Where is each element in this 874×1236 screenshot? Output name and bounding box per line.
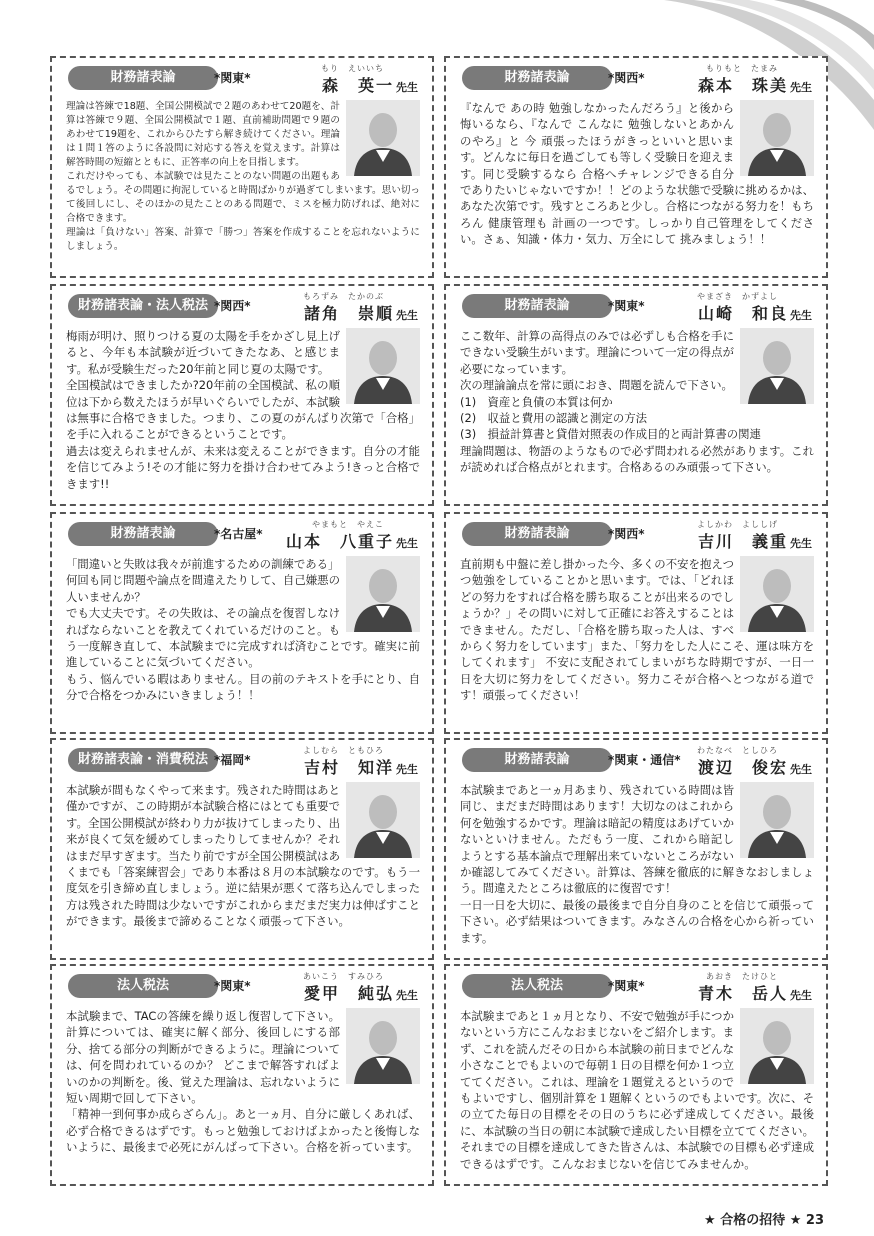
teacher-photo [346,1008,420,1084]
message-body [66,1008,420,1156]
teacher-photo [740,782,814,858]
region-label: *関西* [608,71,645,85]
message-paragraph: (2) 収益と費用の認識と測定の方法 [460,411,647,426]
portrait-icon [740,1008,814,1084]
message-card [444,56,828,278]
subject-label: 財務諸表論 [68,522,218,546]
honorific: 先生 [396,989,418,1002]
message-paragraph: 全国模試はできましたか?20年前の全国模試、私の順位は下から数えたほうが早いぐらいでしたが、本試験は無事に合格できました。つまり、この夏のがんばり次第で「合格」を手に入れることができるということです。 [66,378,420,442]
teacher-photo [740,100,814,176]
message-paragraph: これだけやっても、本試験では見たことのない問題の出題もあるでしょう。その問題に拘泥していると時間ばかりが過ぎてしまいます。思い切って後回しにし、そのほかの見たことのある問題で、ミスを極力防げれば、絶対に合格できます。 [66,171,420,224]
portrait-icon [346,556,420,632]
subject-label: 法人税法 [68,974,218,998]
message-paragraph: 『なんで あの時 勉強しなかったんだろう』と後から悔いるなら、『なんで こんなに 勉強しないとあかんのやろ』と 今 頑張ったほうがきっといいと思います。どんなに毎日を過ごしても等しく受験日を迎えます。同じ受験するなら 合格へチャレンジできる自分でありたいじゃないですか！！どのような状態で受験に挑めるかは、あなた次第です。残すところあと少し。合格につながる努力を！もちろん 健康管理も 計画の一つです。しっかり自己管理をしてください。さぁ、知識・体力・気力、万全にして 挑みましょう！！ [460,101,814,247]
region-label: *関東* [214,979,251,993]
teacher-name-block [698,64,812,96]
teacher-photo [740,328,814,404]
message-paragraph: (3) 損益計算書と貸借対照表の作成目的と両計算書の関連 [460,427,761,442]
message-body [460,782,814,946]
message-body [460,100,814,248]
message-paragraph: 「間違いと失敗は我々が前進するための訓練である」 [66,557,340,571]
message-body [66,556,420,704]
teacher-name: 愛甲 純弘 [303,984,394,1003]
region-label: *関東* [608,299,645,313]
subject-label: 財務諸表論・消費税法 [68,748,218,772]
teacher-name-block [303,972,418,1004]
name-furigana: もりもと たまみ [706,64,778,73]
message-paragraph: (1) 資産と負債の本質は何か [460,394,613,409]
message-paragraph: でも大丈夫です。その失敗は、その論点を復習しなければならないことを教えてくれているだけのこと。もう一度解き直して、本試験までに完成すれば済むことです。確実に前進していることに気づいてください。 [66,606,420,670]
subject-label: 財務諸表論 [68,66,218,90]
message-paragraph: 次の理論論点を常に頭におき、問題を読んで下さい。 [460,378,733,393]
honorific: 先生 [790,81,812,94]
teacher-photo [740,1008,814,1084]
honorific: 先生 [396,81,418,94]
teacher-name: 吉川 義重 [697,532,788,551]
subject-label: 財務諸表論 [462,748,612,772]
subject-label: 財務諸表論 [462,294,612,318]
portrait-icon [346,782,420,858]
teacher-photo [740,556,814,632]
message-paragraph: 梅雨が明け、照りつける夏の太陽を手をかざし見上げると、今年も本試験が近づいてきたなあ、と感じます。私が受験生だった20年前と同じ夏の太陽です。 [66,329,340,376]
portrait-icon [740,100,814,176]
message-body [460,328,814,476]
message-body [66,328,420,492]
message-paragraph: ここ数年、計算の高得点のみでは必ずしも合格を手にできない受験生がいます。理論について一定の得点が必要になっています。 [460,329,734,376]
message-paragraph: 過去は変えられませんが、未来は変えることができます。自分の才能を信じてみよう!その才能に努力を掛け合わせてみよう!きっと合格できます!! [66,443,420,491]
region-label: *福岡* [214,753,251,767]
subject-label: 財務諸表論・法人税法 [68,294,218,318]
teacher-name: 森本 珠美 [697,76,788,95]
region-label: *関東・通信* [608,753,681,767]
honorific: 先生 [790,537,812,550]
teacher-name: 吉村 知洋 [303,758,394,777]
message-card [50,738,434,960]
message-paragraph: 本試験まであと１ヵ月となり、不安で勉強が手につかないという方にこんなおまじないをご紹介します。まず、これを読んだその日から本試験の前日までどんな小さなことでもよいので毎朝１日の目標を何か１つ立ててください。これは、理論を１題覚えるというのでもよいですし、個別計算を１題解くというのでもよいです。次に、その立てた毎日の目標をその日のうちに必ず達成してください。最後に、本試験の当日の朝に本試験で達成したい目標を立ててください。それまでの目標を達成してきた皆さんは、本試験での目標も必ず達成できるはずです。こんなおまじないを信じてみませんか。 [460,1009,814,1171]
teacher-name-block [321,64,418,96]
region-label: *関西* [214,299,251,313]
name-furigana: もり えいいち [321,64,384,73]
honorific: 先生 [790,309,812,322]
honorific: 先生 [396,309,418,322]
message-paragraph: 一日一日を大切に、最後の最後まで自分自身のことを信じて頑張って下さい。必ず結果はついてきます。みなさんの合格を心から祈っています。 [460,897,814,945]
subject-label: 法人税法 [462,974,612,998]
teacher-name-block [697,292,812,324]
message-card [444,284,828,506]
message-card [50,56,434,278]
message-body [460,556,814,704]
region-label: *関東* [608,979,645,993]
teacher-name: 森 英一 [321,76,394,95]
message-paragraph: もう、悩んでいる暇はありません。目の前のテキストを手にとり、自分で合格をつかみにいきましょう！！ [66,671,420,703]
teacher-photo [346,782,420,858]
honorific: 先生 [790,989,812,1002]
honorific: 先生 [396,537,418,550]
message-body [66,782,420,930]
name-furigana: よしむら ともひろ [303,746,384,755]
portrait-icon [740,556,814,632]
honorific: 先生 [396,763,418,776]
name-furigana: やまざき かずよし [697,292,778,301]
page-footer: ★ 合格の招待 ★ 23 [704,1213,824,1228]
message-card [50,964,434,1186]
teacher-name-block [303,746,418,778]
teacher-photo [346,556,420,632]
message-card [50,512,434,734]
teacher-name-block [698,972,812,1004]
teacher-name: 山本 八重子 [285,532,394,551]
message-paragraph: 何回も同じ問題や論点を間違えたりして、自己嫌悪の人いませんか？ [66,573,340,604]
teacher-name-block [697,520,812,552]
teacher-photo [346,100,420,176]
message-paragraph: 直前期も中盤に差し掛かった今、多くの不安を抱えつつ勉強をしていることかと思います。では、「どれほどの努力をすれば合格を勝ち取ることが出来るのでしょうか？」その問いに対して正確にお答えすることはできません。ただし、「合格を勝ち取った人は、すべからく努力をしています」また、「努力をした人にこそ、運は味方をしてくれます」 不安に支配されてしまいがちな時期ですが、一日一日を大切に努力をしてください。努力こそが合格へとつながる道です！頑張ってください！ [460,557,814,703]
message-paragraph: 理論は答練で18題、全国公開模試で２題のあわせて20題を、計算は答練で９題、全国公開模試で１題、直前補助問題で９題のあわせて19題を、これからひたすら解き続けてください。理論は１問１答のように各設問に対応する答えを覚えます。計算は解答時間の短縮とともに、正答率の向上を目指します。 [66,101,340,168]
portrait-icon [346,1008,420,1084]
message-body [66,100,420,254]
teacher-name-block [697,746,812,778]
message-paragraph: 本試験まであと一ヵ月あまり、残されている時間は皆同じ、まだまだ時間はあります！大切なのはこれから何を勉強するかです。理論は暗記の精度はあげていかないといけません。ただもう一度、これから暗記しようとする基本論点で理解出来ていないところがないか確認してみてください。計算は、答練を徹底的に解きなおしましょう。間違えたところは徹底的に復習です！ [460,783,814,896]
name-furigana: やまもと やえこ [312,520,384,529]
region-label: *関東* [214,71,251,85]
teacher-photo [346,328,420,404]
message-paragraph: 「精神一到何事か成らざらん」。あと一ヵ月、自分に厳しくあれば、必ず合格できるはずです。もっと勉強しておけばよかったと後悔しないように、最後まで必死にがんばって下さい。合格を祈っています。 [66,1107,420,1155]
teacher-name: 諸角 崇順 [303,304,394,323]
subject-label: 財務諸表論 [462,66,612,90]
portrait-icon [740,328,814,404]
honorific: 先生 [790,763,812,776]
portrait-icon [740,782,814,858]
message-card [444,512,828,734]
message-card [50,284,434,506]
message-card [444,738,828,960]
message-paragraph: 本試験が間もなくやって来ます。残された時間はあと僅かですが、この時期が本試験合格にはとても重要です。全国公開模試が終わり力が抜けてしまったり、出来が良くて気を緩めてしまったりしてませんか？それはまだ早すぎます。当たり前ですが全国公開模試はあくまでも「答案練習会」であり本番は８月の本試験なのです。もう一度気を引き締め直しましょう。逆に結果が悪くて落ち込んでしまった方は残された時間は少ないですがこれからまだまだ実力は伸ばすことができます。最後まで諦めることなく頑張って下さい。 [66,783,420,929]
teacher-name: 山崎 和良 [697,304,788,323]
name-furigana: よしかわ よししげ [697,520,778,529]
name-furigana: あいこう すみひろ [303,972,384,981]
message-body [460,1008,814,1172]
teacher-name-block [303,292,418,324]
subject-label: 財務諸表論 [462,522,612,546]
name-furigana: もろずみ たかのぶ [303,292,384,301]
portrait-icon [346,328,420,404]
name-furigana: あおき たけひと [706,972,778,981]
teacher-name: 青木 岳人 [697,984,788,1003]
region-label: *関西* [608,527,645,541]
teacher-name: 渡辺 俊宏 [697,758,788,777]
message-card [444,964,828,1186]
message-paragraph: 理論は「負けない」答案、計算で「勝つ」答案を作成することを忘れないようにしましょう。 [66,227,420,252]
teacher-name-block [286,520,418,552]
message-paragraph: 本試験まで、TACの答練を繰り返し復習して下さい。計算については、確実に解く部分、後回しにする部分、捨てる部分の判断ができるように。理論については、何を問われているのか？ どこまで解答すればよいのかの判断を。後、覚えた理論は、忘れないように短い周期で回して下さい。 [66,1009,340,1106]
portrait-icon [346,100,420,176]
region-label: *名古屋* [214,527,263,541]
name-furigana: わたなべ としひろ [697,746,778,755]
message-paragraph: 理論問題は、物語のようなもので必ず問われる必然があります。これが読めれば合格点がとれます。合格あるのみ頑張って下さい。 [460,443,814,475]
